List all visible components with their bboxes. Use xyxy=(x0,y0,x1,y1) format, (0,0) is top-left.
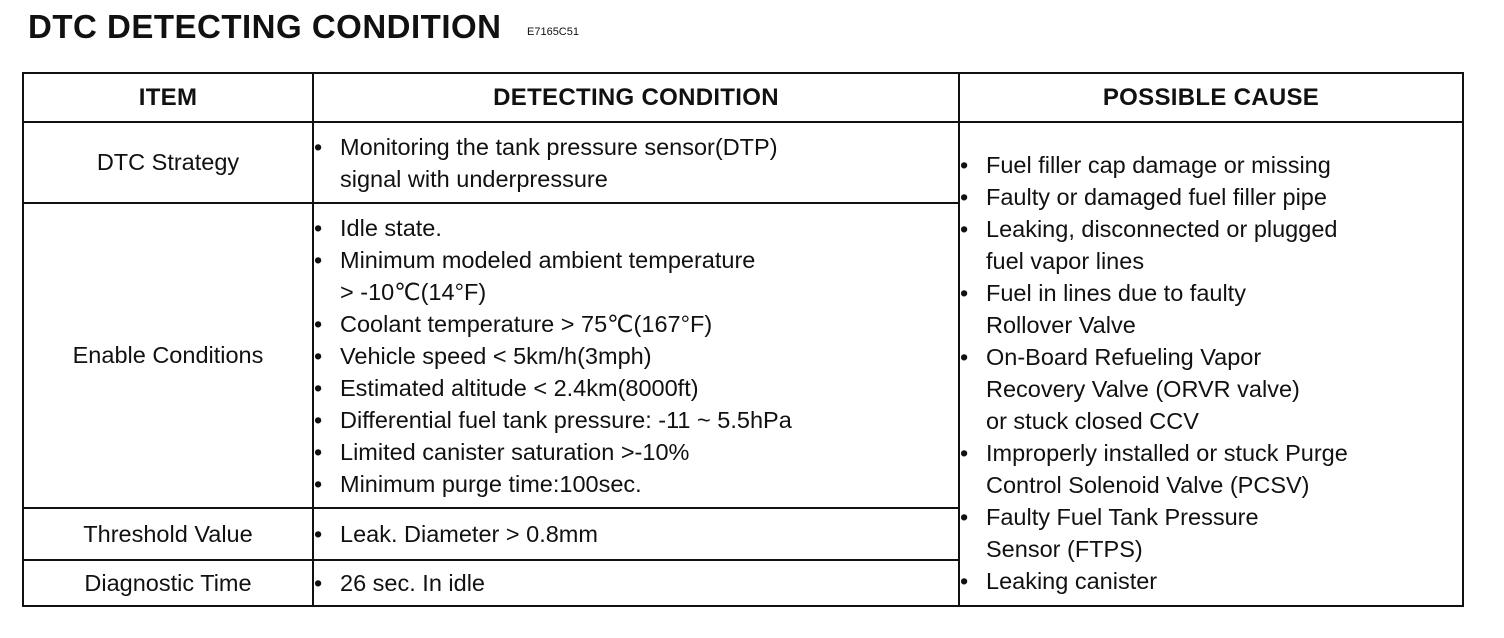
table-row xyxy=(23,122,1463,203)
list-item: • 26 sec. In idle xyxy=(314,567,958,599)
list-item: • Fuel filler cap damage or missing xyxy=(960,149,1462,181)
list-item: • Differential fuel tank pressure: -11 ~ 5.5hPa xyxy=(314,404,958,436)
row-item-dtc-strategy: DTC Strategy xyxy=(23,122,313,203)
row-item-diagnostic-time: Diagnostic Time xyxy=(23,560,313,606)
list-item: • Limited canister saturation >-10% xyxy=(314,436,958,468)
list-item: • Estimated altitude < 2.4km(8000ft) xyxy=(314,372,958,404)
header-item: ITEM xyxy=(23,73,313,122)
list-item: • Minimum modeled ambient temperature > -10℃(14°F) xyxy=(314,244,958,308)
causes-list xyxy=(960,149,1462,597)
conditions-list xyxy=(314,131,958,195)
list-item: • Faulty or damaged fuel filler pipe xyxy=(960,181,1462,213)
document-code: E7165C51 xyxy=(527,26,579,38)
conditions-list xyxy=(314,518,958,550)
list-item: • Coolant temperature > 75℃(167°F) xyxy=(314,308,958,340)
row-item-enable-conditions: Enable Conditions xyxy=(23,203,313,508)
conditions-list xyxy=(314,212,958,500)
conditions-cell xyxy=(313,560,959,606)
list-item: • Idle state. xyxy=(314,212,958,244)
list-item: • Leak. Diameter > 0.8mm xyxy=(314,518,958,550)
conditions-cell xyxy=(313,122,959,203)
list-item: • Leaking canister xyxy=(960,565,1462,597)
list-item: • On-Board Refueling Vapor Recovery Valve (ORVR valve) or stuck closed CCV xyxy=(960,341,1462,437)
list-item: • Minimum purge time:100sec. xyxy=(314,468,958,500)
row-item-threshold-value: Threshold Value xyxy=(23,508,313,560)
header-detecting-condition: DETECTING CONDITION xyxy=(313,73,959,122)
list-item: • Vehicle speed < 5km/h(3mph) xyxy=(314,340,958,372)
conditions-cell xyxy=(313,508,959,560)
header-possible-cause: POSSIBLE CAUSE xyxy=(959,73,1463,122)
table-header-row xyxy=(23,73,1463,122)
conditions-list xyxy=(314,567,958,599)
list-item: • Monitoring the tank pressure sensor(DTP) signal with underpressure xyxy=(314,131,958,195)
page-title: DTC DETECTING CONDITION xyxy=(28,8,502,45)
list-item: • Improperly installed or stuck Purge Control Solenoid Valve (PCSV) xyxy=(960,437,1462,501)
list-item: • Fuel in lines due to faulty Rollover Valve xyxy=(960,277,1462,341)
dtc-table xyxy=(22,72,1464,607)
list-item: • Leaking, disconnected or plugged fuel vapor lines xyxy=(960,213,1462,277)
conditions-cell xyxy=(313,203,959,508)
list-item: • Faulty Fuel Tank Pressure Sensor (FTPS) xyxy=(960,501,1462,565)
possible-cause-cell xyxy=(959,122,1463,606)
